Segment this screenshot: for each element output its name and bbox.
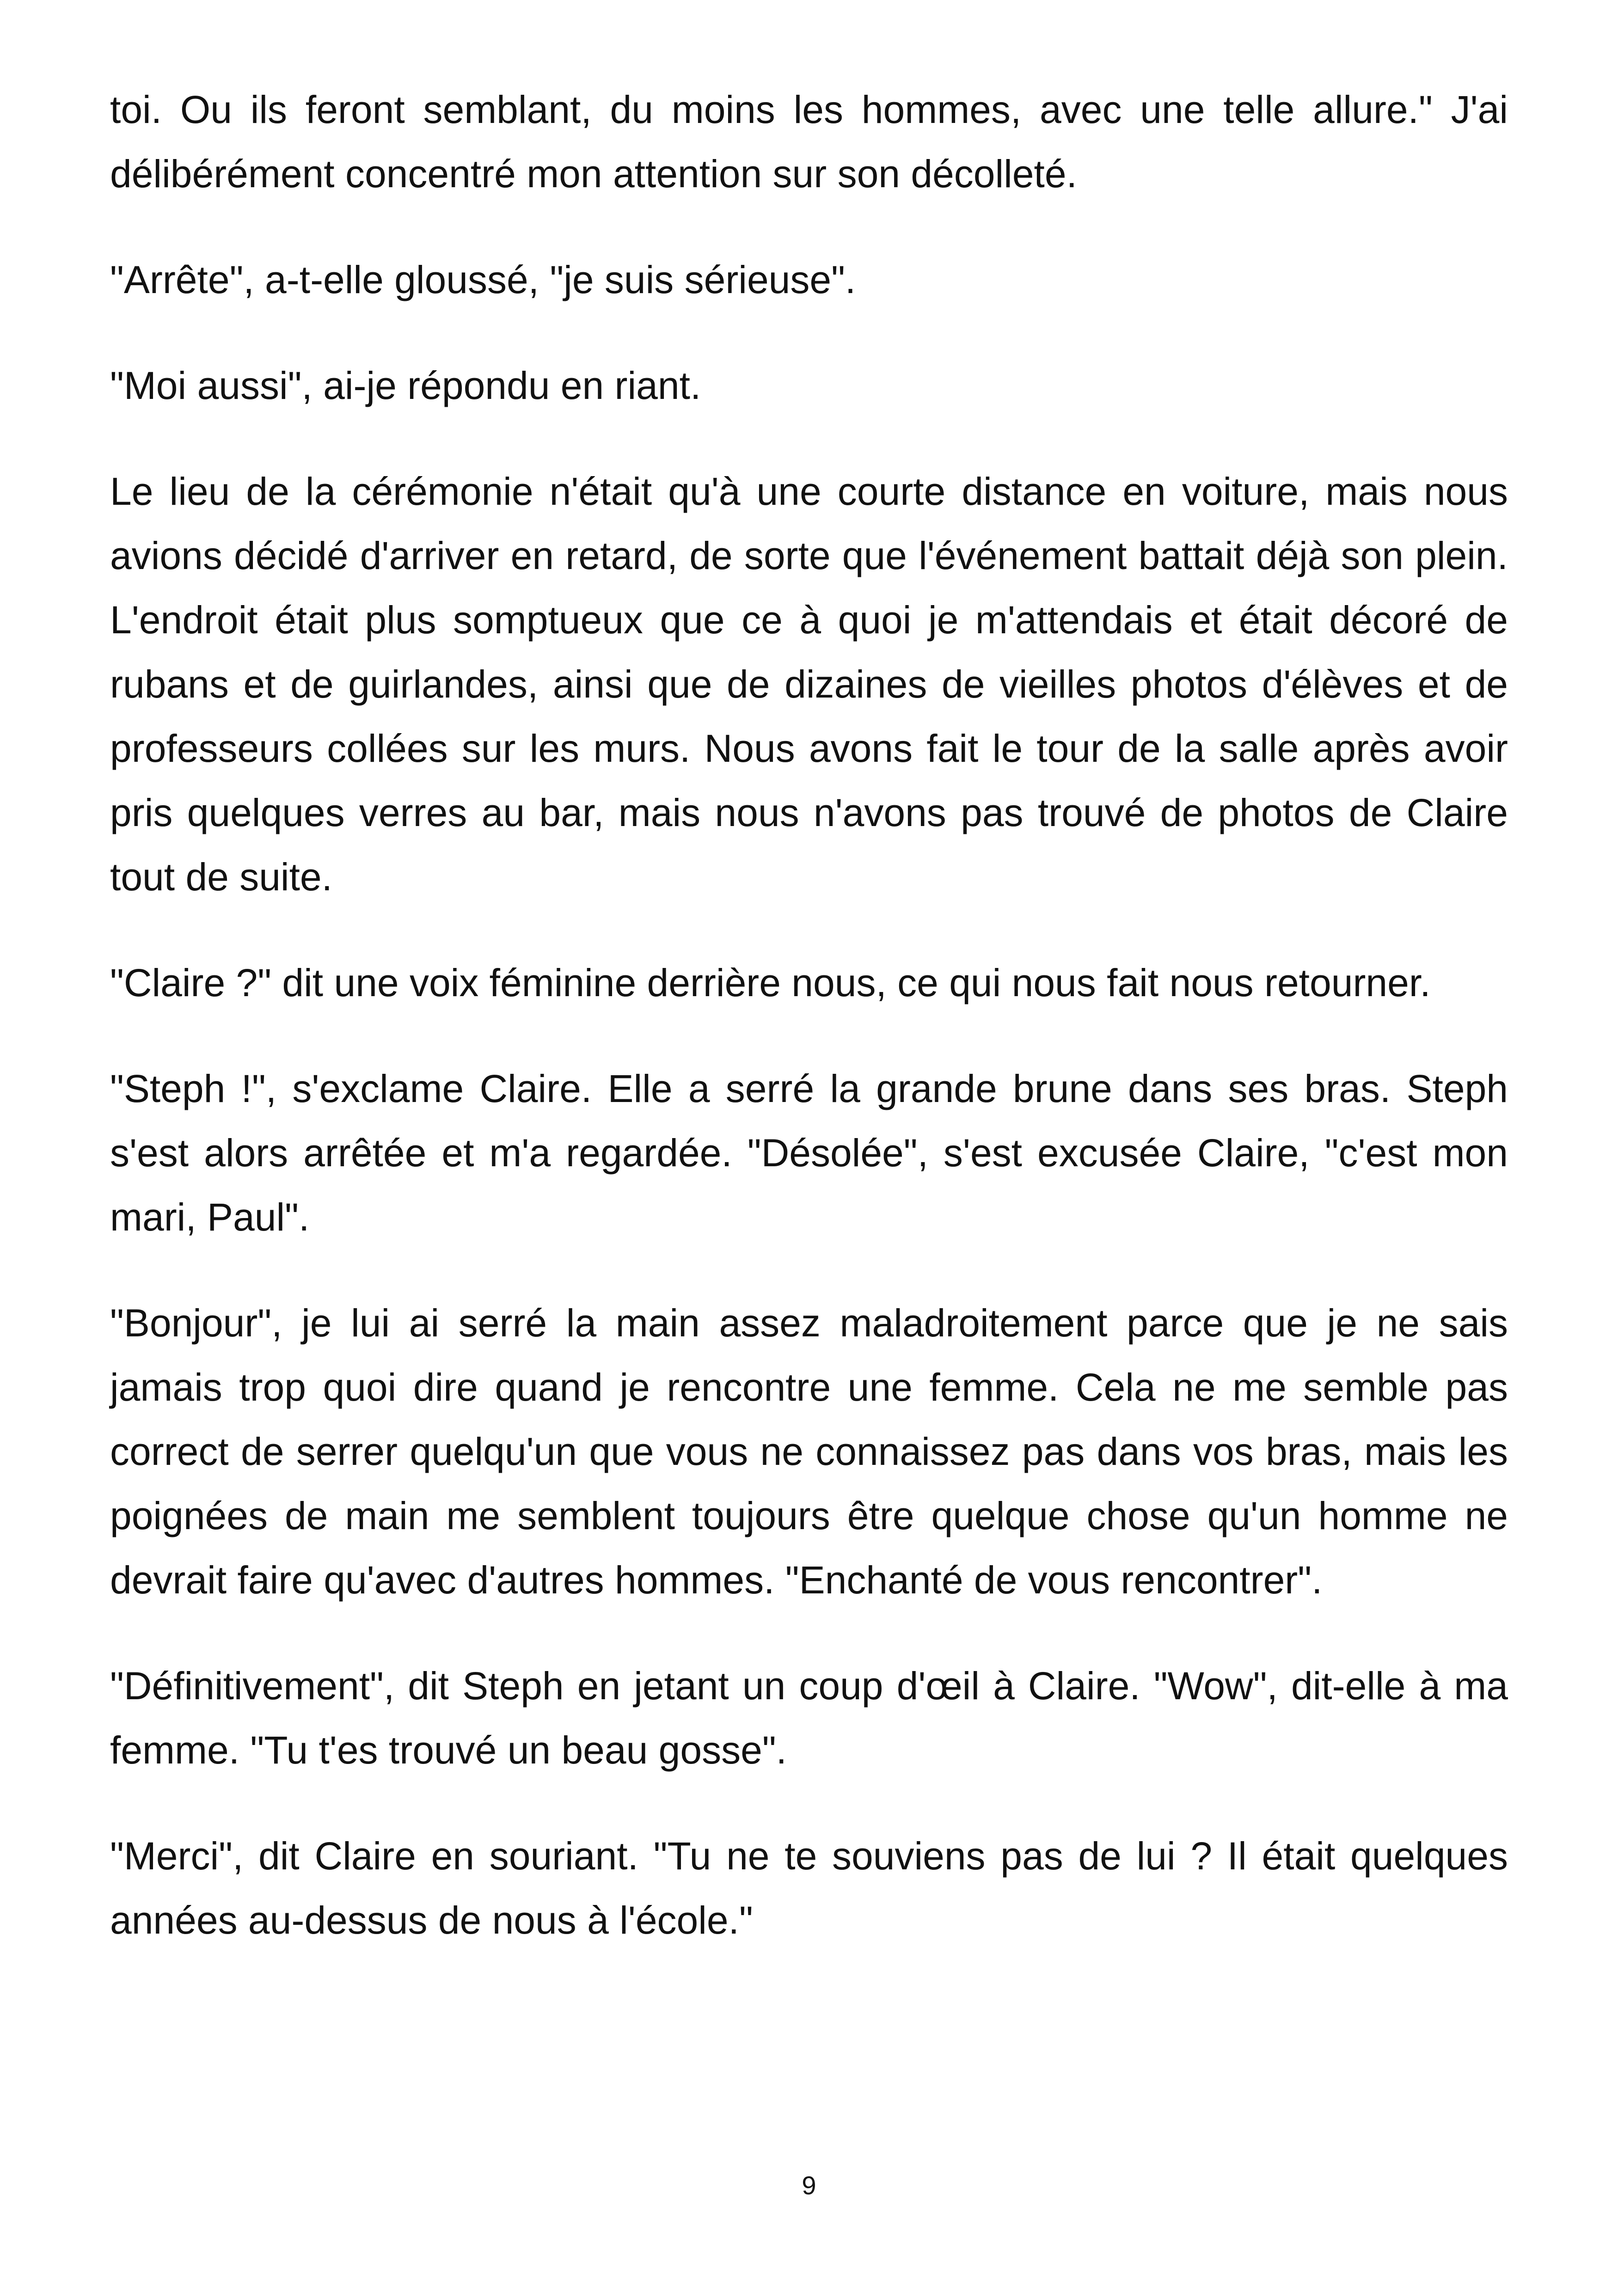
paragraph-6: "Steph !", s'exclame Claire. Elle a serré la grande brune dans ses bras. Steph s'est alors arrêtée et m'a regardée. "Désolée", s'est excusée Claire, "c'est mon mari, Paul". [110,1067,1508,1239]
paragraph-4: Le lieu de la cérémonie n'était qu'à une courte distance en voiture, mais nous avions décidé d'arriver en retard, de sorte que l'événement battait déjà son plein. L'endroit était plus somptueux que ce à quoi je m'attendais et était décoré de rubans et de guirlandes, ainsi que de dizaines de vieilles photos d'élèves et de professeurs collées sur les murs. Nous avons fait le tour de la salle après avoir pris quelques verres au bar, mais nous n'avons pas trouvé de photos de Claire tout de suite. [110,470,1508,899]
body-text [110,78,1508,1994]
paragraph-2: "Arrête", a-t-elle gloussé, "je suis sérieuse". [110,258,856,301]
paragraph-1: toi. Ou ils feront semblant, du moins les hommes, avec une telle allure." J'ai délibérément concentré mon attention sur son décolleté. [110,88,1508,196]
paragraph-7: "Bonjour", je lui ai serré la main assez maladroitement parce que je ne sais jamais trop quoi dire quand je rencontre une femme. Cela ne me semble pas correct de serrer quelqu'un que vous ne connaissez pas dans vos bras, mais les poignées de main me semblent toujours être quelque chose qu'un homme ne devrait faire qu'avec d'autres hommes. "Enchanté de vous rencontrer". [110,1301,1508,1602]
page-number: 9 [802,2171,816,2200]
paragraph-8: "Définitivement", dit Steph en jetant un coup d'œil à Claire. "Wow", dit-elle à ma femme. "Tu t'es trouvé un beau gosse". [110,1664,1508,1772]
paragraph-3: "Moi aussi", ai-je répondu en riant. [110,364,701,407]
paragraph-5: "Claire ?" dit une voix féminine derrière nous, ce qui nous fait nous retourner. [110,961,1431,1004]
paragraph-9: "Merci", dit Claire en souriant. "Tu ne te souviens pas de lui ? Il était quelques années au-dessus de nous à l'école." [110,1834,1508,1942]
